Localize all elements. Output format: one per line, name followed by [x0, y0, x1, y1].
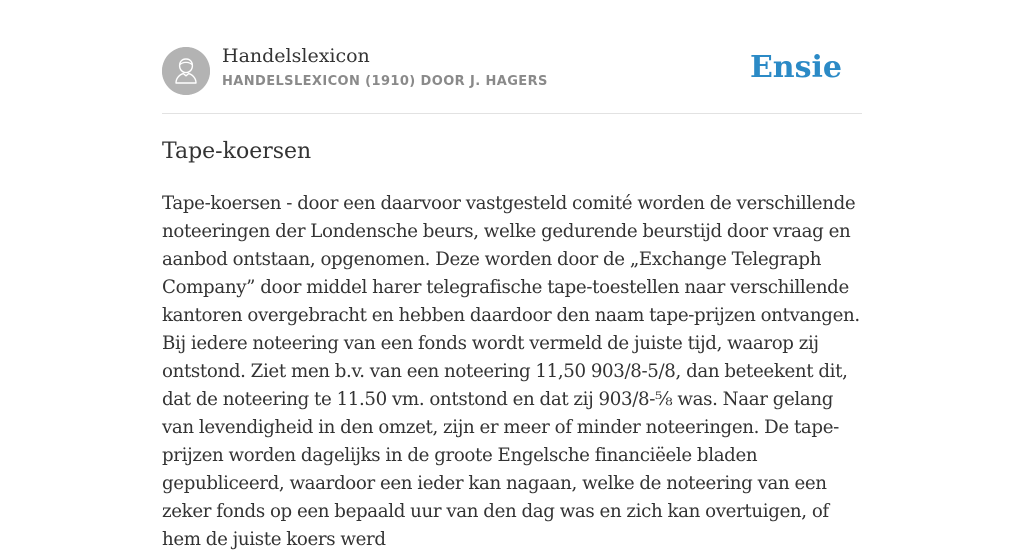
author-name[interactable]: Handelslexicon — [222, 45, 370, 67]
ensie-logo-link[interactable]: Ensie — [749, 50, 842, 85]
entry-title: Tape-koersen — [162, 139, 312, 164]
entry-body: Tape-koersen - door een daarvoor vastgesteld comité worden de verschillende noteeringen der Londensche beurs, welke gedurende beurstijd door vraag en aanbod ontstaan, opgenomen. Deze worden door de „Exchange Telegraph Company” door middel harer telegrafische tape-toestellen naar verschillende kantoren overgebracht en hebben daardoor den naam tape-prijzen ontvangen. Bij iedere noteering van een fonds wordt vermeld de juiste tijd, waarop zij ontstond. Ziet men b.v. van een noteering 11,50 903/8-5/8, dan beteekent dit, dat de noteering te 11.50 vm. ontstond en dat zij 903/8-⅝ was. Naar gelang van levendigheid in den omzet, zijn er meer of minder noteeringen. De tape-prijzen worden dagelijks in de groote Engelsche financiëele bladen gepubliceerd, waardoor een ieder kan nagaan, welke de noteering van een zeker fonds op een bepaald uur van den dag was en zich kan overtuigen, of hem de juiste koers werd — [162, 193, 860, 550]
user-silhouette-icon — [162, 47, 210, 95]
entry-header — [162, 0, 862, 114]
avatar[interactable] — [162, 47, 210, 95]
entry-card — [162, 0, 862, 550]
author-source: HANDELSLEXICON (1910) DOOR J. HAGERS — [222, 74, 548, 89]
